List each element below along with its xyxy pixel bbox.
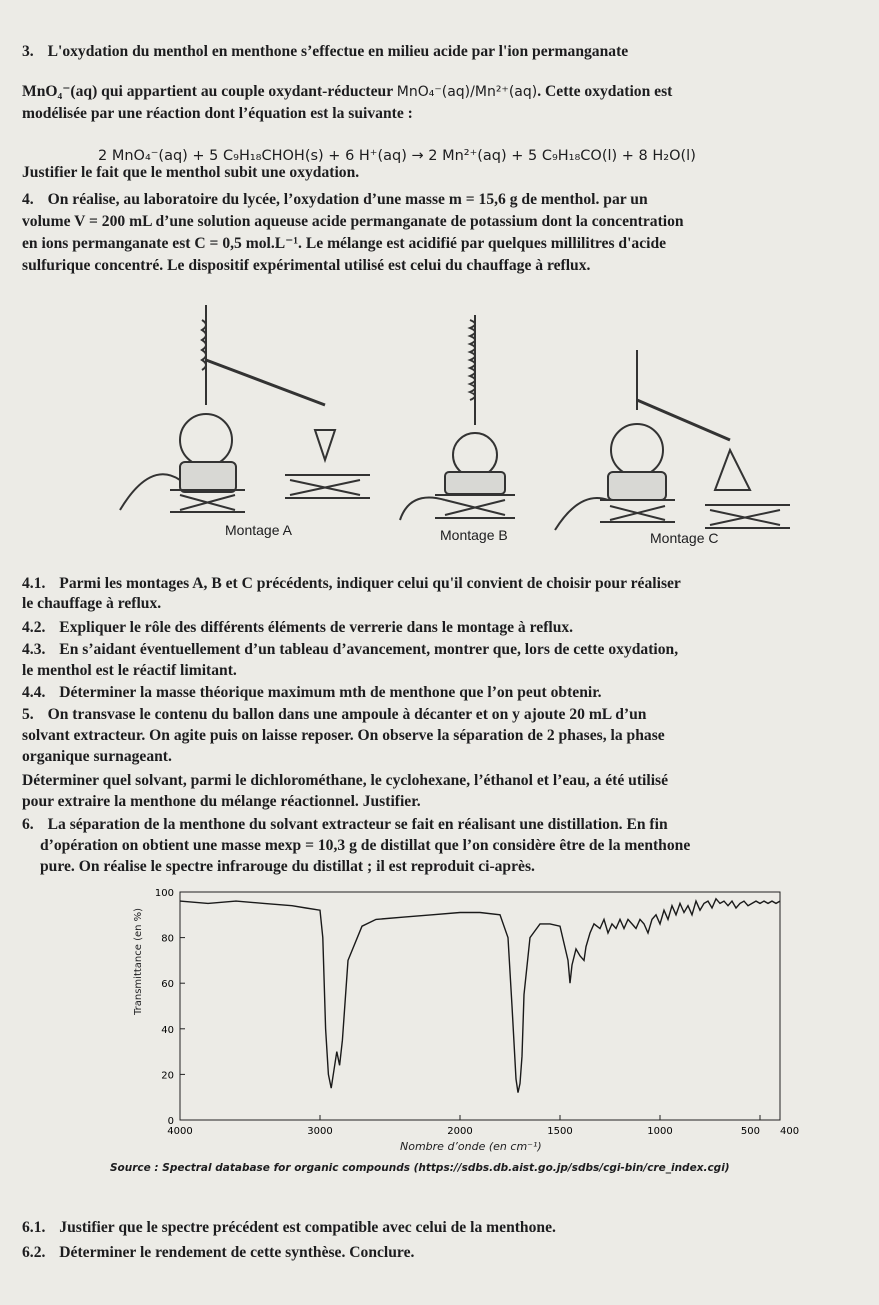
q41-line2: le chauffage à reflux. <box>22 595 162 612</box>
q44-text: Déterminer la masse théorique maximum mth de menthone que l’on peut obtenir. <box>59 684 602 701</box>
q3-number: 3. <box>22 43 34 60</box>
x-tick-label: 1500 <box>547 1126 573 1137</box>
q42 <box>22 618 852 637</box>
q3-line3: modélisée par une réaction dont l’équation est la suivante : <box>22 105 413 122</box>
q5-line3: organique surnageant. <box>22 748 172 765</box>
q42-text: Expliquer le rôle des différents éléments de verrerie dans le montage à reflux. <box>59 619 574 636</box>
q41-number: 4.1. <box>22 575 46 592</box>
q6-number: 6. <box>22 816 34 833</box>
y-tick-label: 0 <box>167 1116 174 1127</box>
q3-line2-text: MnO₄⁻(aq) qui appartient au couple oxydant-réducteur <box>22 83 393 100</box>
y-tick-label: 40 <box>161 1024 174 1036</box>
q41-text: Parmi les montages A, B et C précédents, indiquer celui qu'il convient de choisir pour réaliser <box>59 575 681 592</box>
x-tick-label: 500 <box>740 1126 760 1137</box>
q62-text: Déterminer le rendement de cette synthèse. Conclure. <box>59 1244 415 1261</box>
q6-line3: pure. On réalise le spectre infrarouge du distillat ; il est reproduit ci-après. <box>40 858 535 875</box>
q42-number: 4.2. <box>22 619 46 636</box>
montage-a-label: Montage A <box>225 522 292 538</box>
q41-line1 <box>22 574 852 593</box>
q43-line1 <box>22 640 852 659</box>
q3-line2 <box>22 82 852 102</box>
q6-line2: d’opération on obtient une masse mexp = 10,3 g de distillat que l’on considère être de la menthone <box>40 837 691 854</box>
montage-b-label: Montage B <box>440 527 508 543</box>
q43-text: En s’aidant éventuellement d’un tableau d’avancement, montrer que, lors de cette oxydation, <box>59 641 679 658</box>
q44-number: 4.4. <box>22 684 46 701</box>
spectrum-line <box>180 899 780 1093</box>
q4-line1 <box>22 190 852 209</box>
y-tick-label: 100 <box>154 888 174 899</box>
q5-number: 5. <box>22 706 34 723</box>
q5-line5: pour extraire la menthone du mélange réactionnel. Justifier. <box>22 793 421 810</box>
q6-text-1: La séparation de la menthone du solvant extracteur se fait en réalisant une distillation. En fin <box>47 816 668 833</box>
q3-text: L'oxydation du menthol en menthone s’effectue en milieu acide par l'ion permanganate <box>47 43 629 60</box>
q5-line2: solvant extracteur. On agite puis on laisse reposer. On observe la séparation de 2 phases, la phase <box>22 727 665 744</box>
q43-number: 4.3. <box>22 641 46 658</box>
redox-couple: MnO₄⁻(aq)/Mn²⁺(aq) <box>396 84 538 100</box>
x-tick-label: 400 <box>780 1126 800 1137</box>
q5-line4: Déterminer quel solvant, parmi le dichlorométhane, le cyclohexane, l’éthanol et l’eau, a été utilisé <box>22 772 669 789</box>
x-tick-label: 4000 <box>167 1126 193 1137</box>
y-tick-label: 80 <box>161 933 174 945</box>
y-tick-label: 20 <box>161 1070 174 1082</box>
montage-c-label: Montage C <box>650 530 719 546</box>
montage-b-drawing <box>400 315 515 520</box>
x-tick-label: 2000 <box>447 1126 473 1137</box>
q4-text-1: On réalise, au laboratoire du lycée, l’oxydation d’une masse m = 15,6 g de menthol. par un <box>47 191 648 208</box>
q4-line3: en ions permanganate est C = 0,5 mol.L⁻¹. Le mélange est acidifié par quelques millilitres d'acide <box>22 235 667 252</box>
reaction-equation: 2 MnO₄⁻(aq) + 5 C₉H₁₈CHOH(s) + 6 H⁺(aq) → 2 Mn²⁺(aq) + 5 C₉H₁₈CO(l) + 8 H₂O(l) <box>98 148 696 164</box>
q61-number: 6.1. <box>22 1219 46 1236</box>
q4-line2: volume V = 200 mL d’une solution aqueuse acide permanganate de potassium dont la concentration <box>22 213 684 230</box>
q5-line1 <box>22 705 852 724</box>
y-tick-label: 60 <box>161 979 174 991</box>
source-citation: Source : Spectral database for organic compounds (https://sdbs.db.aist.go.jp/sdbs/cgi-bin/cre_index.cgi) <box>110 1162 730 1174</box>
q3-justify: Justifier le fait que le menthol subit une oxydation. <box>22 164 360 181</box>
q61 <box>22 1218 852 1237</box>
chart-y-axis-label: Transmittance (en %) <box>133 907 144 1015</box>
montage-c-drawing <box>555 350 790 530</box>
q3-continuation: . Cette oxydation est <box>537 83 673 100</box>
q43-line2: le menthol est le réactif limitant. <box>22 662 237 679</box>
ir-spectrum-chart <box>130 880 810 1140</box>
q5-text-1: On transvase le contenu du ballon dans une ampoule à décanter et on y ajoute 20 mL d’un <box>47 706 647 723</box>
x-tick-label: 3000 <box>307 1126 333 1137</box>
q4-line4: sulfurique concentré. Le dispositif expérimental utilisé est celui du chauffage à reflux. <box>22 257 591 274</box>
q62 <box>22 1243 852 1262</box>
chart-x-axis-label: Nombre d’onde (en cm⁻¹) <box>400 1140 542 1153</box>
montage-a-drawing <box>120 305 370 512</box>
q44 <box>22 683 852 702</box>
x-tick-label: 1000 <box>647 1126 673 1137</box>
q61-text: Justifier que le spectre précédent est compatible avec celui de la menthone. <box>59 1219 556 1236</box>
q6-line1 <box>22 815 852 834</box>
q4-number: 4. <box>22 191 34 208</box>
chart-frame <box>180 892 780 1120</box>
q3-line1 <box>22 42 852 61</box>
q62-number: 6.2. <box>22 1244 46 1261</box>
montages-illustration <box>110 300 850 550</box>
